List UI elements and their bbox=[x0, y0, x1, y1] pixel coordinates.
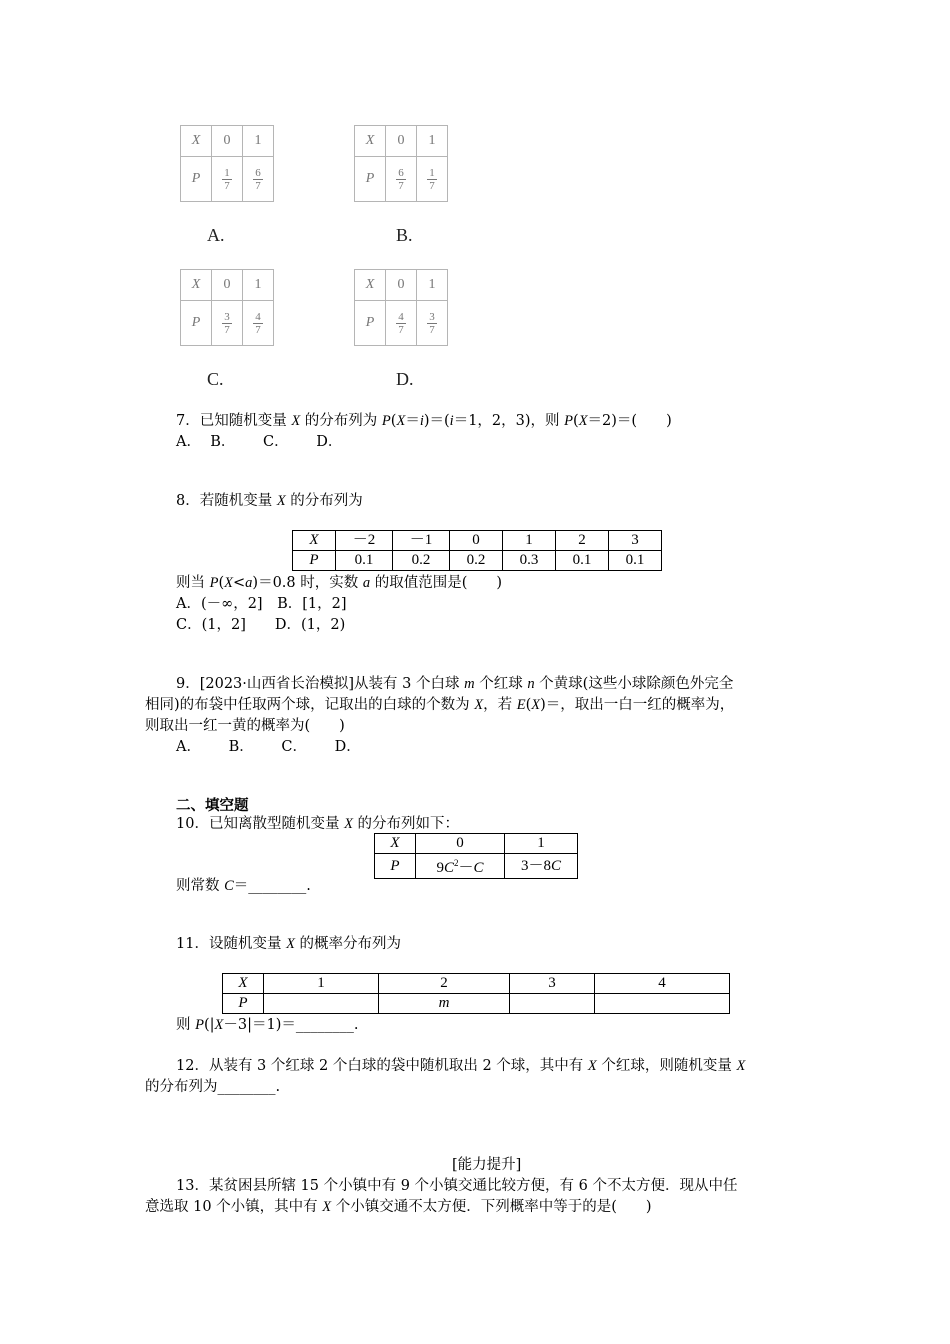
fraction: $\frac{6}{7}$ bbox=[255, 166, 261, 192]
fraction: $\frac{4}{7}$ bbox=[398, 310, 404, 336]
option-a-label[interactable]: A. bbox=[207, 225, 225, 245]
q10-distribution-table: X 0 1 P $9C^2-C$ 3－8C bbox=[374, 833, 578, 879]
q8-condition: 则当 P(X<a)＝0.8 时，实数 a 的取值范围是( ) bbox=[176, 575, 503, 591]
q9-choices[interactable]: A． B． C． D． bbox=[176, 739, 361, 755]
q7-choices[interactable]: A． B． C． D． bbox=[176, 434, 343, 450]
fraction: $\frac{4}{7}$ bbox=[255, 310, 261, 336]
option-b-table: X 0 1 P $\frac{6}{7}$ $\frac{1}{7}$ bbox=[354, 125, 448, 202]
fraction: $\frac{1}{7}$ bbox=[224, 166, 230, 192]
option-d-label[interactable]: D. bbox=[396, 369, 414, 389]
fraction: $\frac{3}{7}$ bbox=[224, 310, 230, 336]
q11-answer-line[interactable]: 则 P(|X－3|＝1)＝________. bbox=[176, 1017, 359, 1033]
q8-choices-cd[interactable]: C．(1，2] D．(1，2) bbox=[176, 617, 346, 633]
q8-choices-ab[interactable]: A．(－∞，2] B．[1，2] bbox=[176, 596, 347, 612]
q10-answer-line[interactable]: 则常数 C＝________. bbox=[176, 878, 311, 894]
section-fill-blank-title: 二、填空题 bbox=[176, 797, 249, 814]
fraction: $\frac{3}{7}$ bbox=[429, 310, 435, 336]
q9-stem-line2: 相同)的布袋中任取两个球，记取出的白球的个数为 X，若 E(X)＝，取出一白一红的概率为， bbox=[145, 697, 735, 713]
q13-stem-line1: 13．某贫困县所辖 15 个小镇中有 9 个小镇交通比较方便，有 6 个不太方便．现从中任 bbox=[176, 1178, 738, 1194]
option-d-table: X 0 1 P $\frac{4}{7}$ $\frac{3}{7}$ bbox=[354, 269, 448, 346]
q9-stem-line1: 9．[2023·山西省长治模拟]从装有 3 个白球 m 个红球 n 个黄球(这些小球除颜色外完全 bbox=[176, 676, 734, 692]
q11-stem: 11．设随机变量 X 的概率分布列为 bbox=[176, 936, 402, 952]
q12-stem-line2[interactable]: 的分布列为________. bbox=[145, 1079, 281, 1095]
q13-stem-line2: 意选取 10 个小镇，其中有 X 个小镇交通不太方便．下列概率中等于的是( ) bbox=[145, 1199, 652, 1215]
q7-stem: 7．已知随机变量 X 的分布列为 P(X＝i)＝(i＝1，2，3)，则 P(X＝2)＝( ) bbox=[176, 413, 672, 429]
q12-stem-line1: 12．从装有 3 个红球 2 个白球的袋中随机取出 2 个球，其中有 X 个红球，则随机变量 X bbox=[176, 1058, 746, 1074]
option-a-table: X 0 1 P $\frac{1}{7}$ $\frac{6}{7}$ bbox=[180, 125, 274, 202]
x-header: X bbox=[181, 126, 212, 157]
fraction: $\frac{6}{7}$ bbox=[398, 166, 404, 192]
q8-stem: 8．若随机变量 X 的分布列为 bbox=[176, 493, 363, 509]
p-header: P bbox=[181, 157, 212, 202]
option-c-table: X 0 1 P $\frac{3}{7}$ $\frac{4}{7}$ bbox=[180, 269, 274, 346]
q11-distribution-table: X 1 2 3 4 P m bbox=[222, 973, 730, 1014]
option-c-label[interactable]: C. bbox=[207, 369, 224, 389]
section-ability-title: [能力提升] bbox=[452, 1157, 522, 1173]
option-b-label[interactable]: B. bbox=[396, 225, 413, 245]
q8-distribution-table: X －2 －1 0 1 2 3 P 0.1 0.2 0.2 0.3 0.1 0.1 bbox=[292, 530, 662, 571]
q9-stem-line3: 则取出一红一黄的概率为( ) bbox=[145, 718, 345, 734]
q10-stem: 10．已知离散型随机变量 X 的分布列如下： bbox=[176, 816, 460, 832]
fraction: $\frac{1}{7}$ bbox=[429, 166, 435, 192]
